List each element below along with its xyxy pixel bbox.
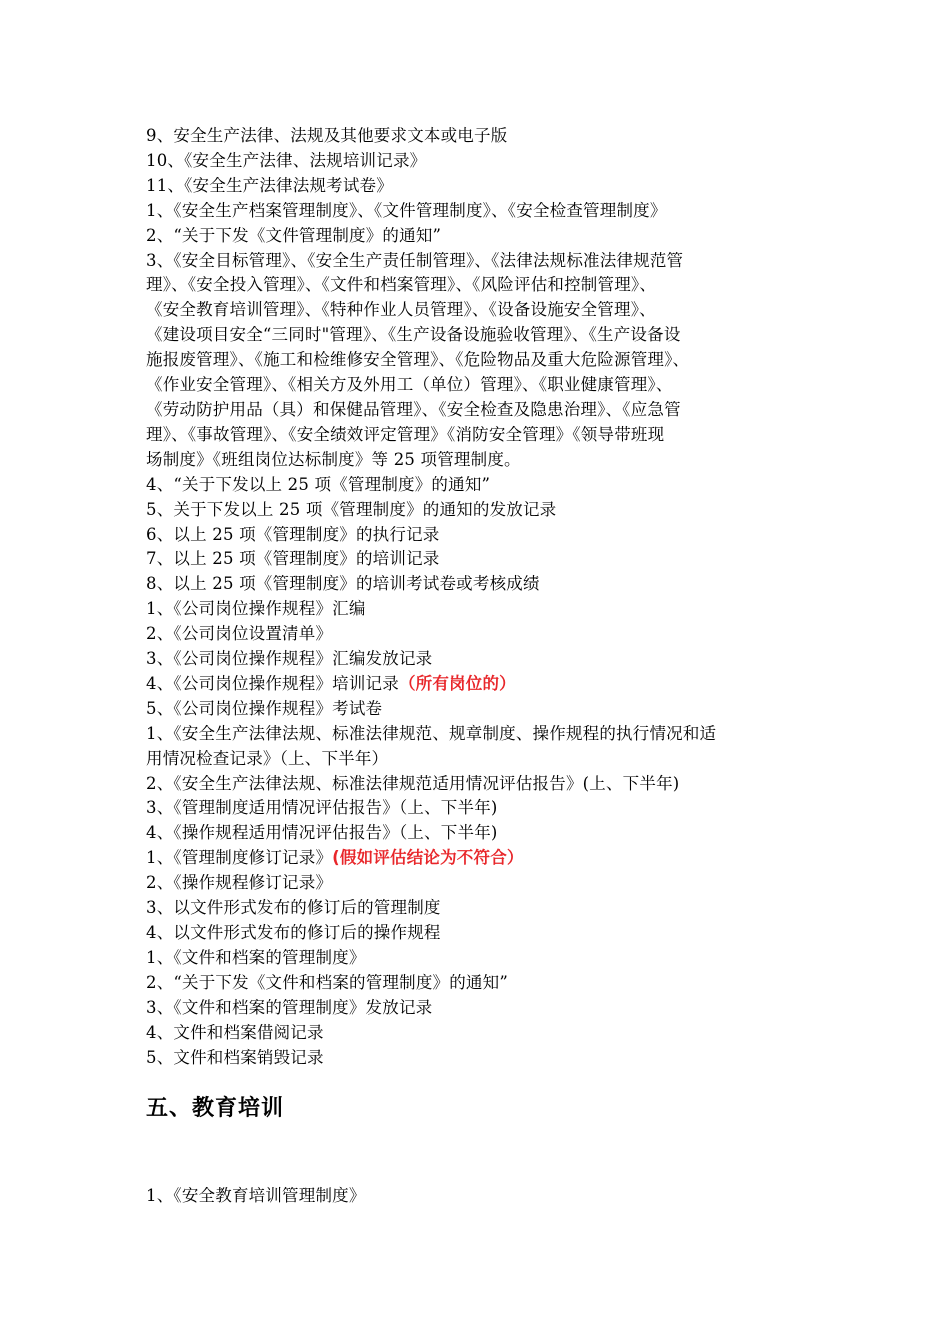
document-body	[146, 124, 826, 1070]
line-text: 4、《公司岗位操作规程》培训记录	[146, 673, 399, 693]
line-text: 4、文件和档案借阅记录	[146, 1022, 324, 1042]
line-text: 4、以文件形式发布的修订后的操作规程	[146, 923, 441, 942]
text-line	[146, 348, 826, 373]
line-text: 3、《安全目标管理》、《安全生产责任制管理》、《法律法规标准法律规范管	[146, 250, 684, 270]
line-text: 《安全教育培训管理》、《特种作业人员管理》、《设备设施安全管理》、	[146, 300, 656, 320]
highlight-note: (假如评估结论为不符合）	[332, 848, 524, 868]
text-line	[146, 796, 826, 821]
text-line	[146, 273, 826, 298]
line-text: 理》、《事故管理》、《安全绩效评定管理》《消防安全管理》《领导带班现	[146, 424, 665, 444]
text-line	[146, 622, 826, 647]
text-line	[146, 921, 826, 946]
line-text: 《建设项目安全“三同时"管理》、《生产设备设施验收管理》、《生产设备设	[146, 325, 681, 345]
line-text: 6、以上 25 项《管理制度》的执行记录	[146, 524, 440, 544]
line-text: 1、《安全生产法律法规、标准法律规范、规章制度、操作规程的执行情况和适	[146, 723, 717, 743]
line-text: 《作业安全管理》、《相关方及外用工（单位）管理》、《职业健康管理》、	[146, 375, 673, 395]
line-text: 2、《操作规程修订记录》	[146, 873, 333, 893]
text-line	[146, 523, 826, 548]
line-text: 5、关于下发以上 25 项《管理制度》的通知的发放记录	[146, 499, 557, 519]
text-line	[146, 423, 826, 448]
line-text: 2、《安全生产法律法规、标准法律规范适用情况评估报告》(上、下半年)	[146, 773, 680, 793]
line-text: 8、以上 25 项《管理制度》的培训考试卷或考核成绩	[146, 574, 540, 594]
text-line	[146, 398, 826, 423]
text-line	[146, 1046, 826, 1071]
line-text: 施报废管理》、《施工和检维修安全管理》、《危险物品及重大危险源管理》、	[146, 350, 690, 370]
text-line	[146, 896, 826, 921]
text-line	[146, 298, 826, 323]
text-line	[146, 572, 826, 597]
first-item-after-heading: 1、《安全教育培训管理制度》	[146, 1186, 366, 1205]
line-text: 4、《操作规程适用情况评估报告》（上、下半年)	[146, 823, 498, 843]
line-text: 5、文件和档案销毁记录	[146, 1047, 324, 1067]
text-line	[146, 448, 826, 473]
line-text: 3、以文件形式发布的修订后的管理制度	[146, 898, 441, 918]
text-line	[146, 174, 826, 199]
line-text: 用情况检查记录》（上、下半年）	[146, 748, 389, 768]
line-text: 7、以上 25 项《管理制度》的培训记录	[146, 549, 440, 569]
text-line	[146, 473, 826, 498]
text-line	[146, 597, 826, 622]
text-line	[146, 124, 826, 149]
text-line	[146, 871, 826, 896]
text-line	[146, 821, 826, 846]
text-line	[146, 846, 826, 871]
line-text: 《劳动防护用品（具）和保健品管理》、《安全检查及隐患治理》、《应急管	[146, 399, 681, 419]
text-line	[146, 971, 826, 996]
line-text: 1、《公司岗位操作规程》汇编	[146, 599, 366, 619]
section-heading: 五、教育培训	[146, 1096, 285, 1121]
text-line	[146, 996, 826, 1021]
text-line	[146, 697, 826, 722]
text-line	[146, 1021, 826, 1046]
line-text: 场制度》《班组岗位达标制度》等 25 项管理制度。	[146, 449, 521, 469]
line-text: 5、《公司岗位操作规程》考试卷	[146, 698, 383, 718]
text-line	[146, 772, 826, 797]
text-line	[146, 249, 826, 274]
line-text: 3、《文件和档案的管理制度》发放记录	[146, 997, 433, 1017]
text-line	[146, 323, 826, 348]
text-line	[146, 647, 826, 672]
text-line	[146, 498, 826, 523]
line-text: 3、《公司岗位操作规程》汇编发放记录	[146, 649, 433, 669]
line-text: 1、《安全生产档案管理制度》、《文件管理制度》、《安全检查管理制度》	[146, 200, 667, 220]
line-text: 1、《管理制度修订记录》	[146, 848, 333, 868]
text-line	[146, 199, 826, 224]
text-line	[146, 373, 826, 398]
text-line	[146, 747, 826, 772]
text-line	[146, 722, 826, 747]
text-line	[146, 224, 826, 249]
highlight-note: （所有岗位的）	[398, 673, 516, 693]
text-line	[146, 946, 826, 971]
line-text: 1、《文件和档案的管理制度》	[146, 947, 366, 967]
line-text: 2、“关于下发《文件管理制度》的通知”	[146, 225, 442, 245]
line-text: 4、“关于下发以上 25 项《管理制度》的通知”	[146, 474, 491, 494]
line-text: 3、《管理制度适用情况评估报告》（上、下半年)	[146, 798, 498, 818]
line-text: 10、《安全生产法律、法规培训记录》	[146, 150, 427, 170]
text-line	[146, 672, 826, 697]
text-line	[146, 149, 826, 174]
line-text: 9、安全生产法律、法规及其他要求文本或电子版	[146, 126, 508, 145]
line-text: 理》、《安全投入管理》、《文件和档案管理》、《风险评估和控制管理》、	[146, 275, 657, 295]
line-text: 2、“关于下发《文件和档案的管理制度》的通知”	[146, 972, 508, 992]
line-text: 11、《安全生产法律法规考试卷》	[146, 175, 393, 195]
text-line	[146, 547, 826, 572]
line-text: 2、《公司岗位设置清单》	[146, 624, 333, 644]
